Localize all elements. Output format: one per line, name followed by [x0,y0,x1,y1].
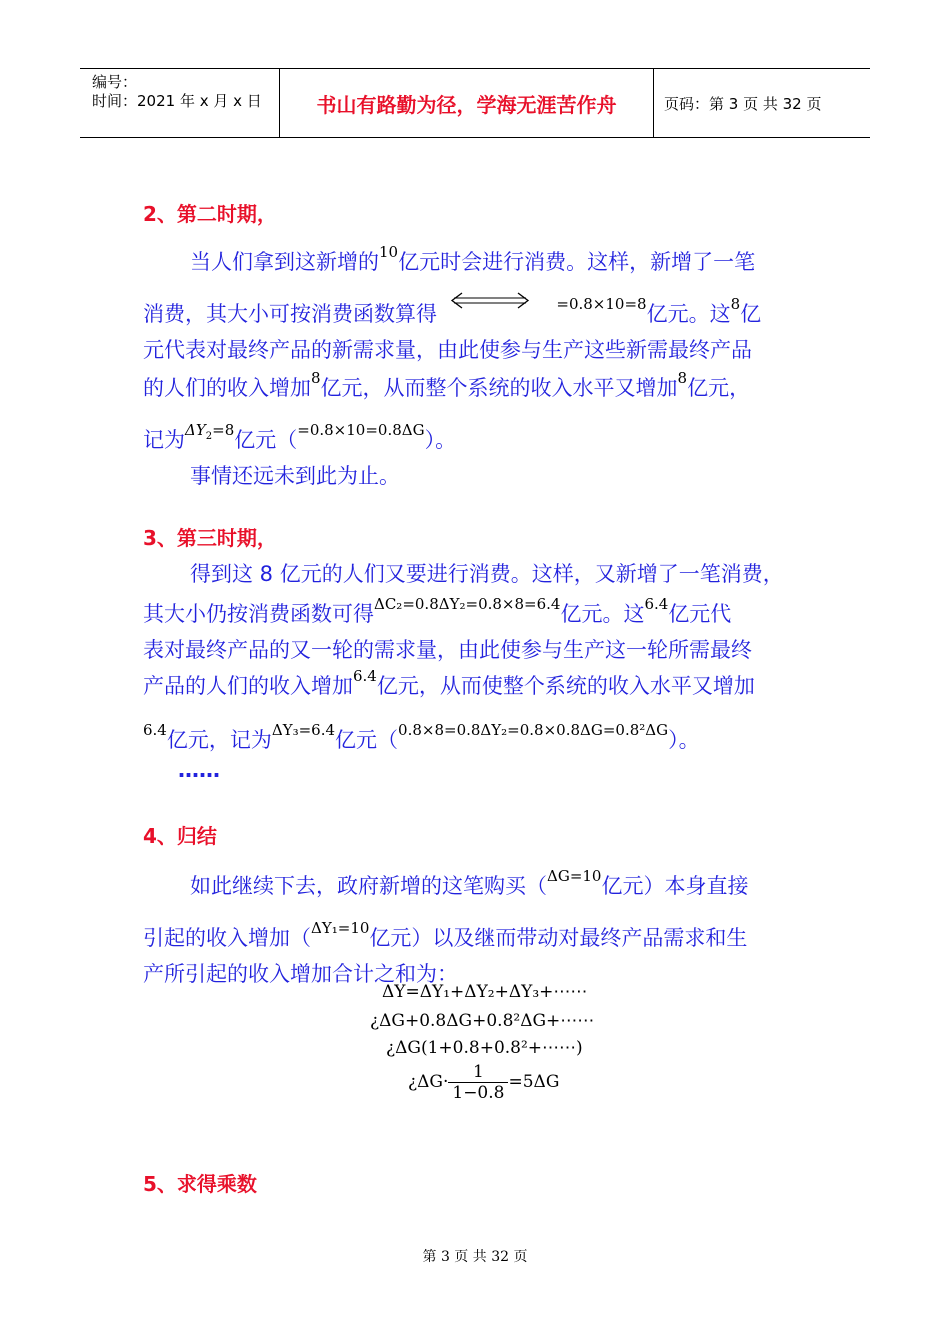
s2-line-4 [143,369,751,402]
s3-line-1: 得到这 8 亿元的人们又要进行消费。这样，又新增了一笔消费， [190,562,784,586]
text: 亿元，记为 [166,728,272,752]
text: ）。 [424,428,457,452]
s2-line-1 [190,243,756,276]
equation-1: ΔY=ΔY₁+ΔY₂+ΔY₃+⋯⋯ [382,982,588,1002]
math-number: 6.4 [143,721,167,739]
fraction-numerator: 1 [448,1062,508,1083]
math-expression: ΔG=10 [547,867,602,885]
math-number: 8 [730,295,741,313]
equation-3: ¿ΔG(1+0.8+0.8²+⋯⋯) [386,1038,583,1058]
text: ）。 [668,728,700,752]
double-arrow-icon [448,291,532,311]
math-expression: 0.8×8=0.8ΔY₂=0.8×0.8ΔG=0.8²ΔG [398,721,669,739]
text: 亿元时会进行消费。这样，新增了一笔 [398,250,756,274]
text: 亿元（ [234,428,298,452]
header-motto: 书山有路勤为径，学海无涯苦作舟 [280,69,654,137]
page-header [80,68,870,138]
s4-line-1 [190,867,749,900]
math-expression: ΔY₁=10 [311,919,370,937]
text: 产品的人们的收入增加 [143,674,353,698]
section-2-title: 2、第二时期， [143,202,277,226]
text: 引起的收入增加（ [143,926,311,950]
text: 亿元。这 [646,302,731,326]
math-delta-y2 [185,421,235,442]
text: 亿元（ [335,728,399,752]
text: 记为 [143,428,185,452]
section-4-title: 4、归结 [143,824,217,848]
s2-line-2 [143,295,762,328]
s3-ellipsis: …… [178,758,220,782]
math-value: =8 [212,421,235,439]
math-number: 6.4 [353,667,377,685]
s3-line-2 [143,595,732,628]
equation-2: ¿ΔG+0.8ΔG+0.8²ΔG+⋯⋯ [370,1011,595,1031]
text: 亿元代 [668,602,732,626]
text: 其大小仍按消费函数可得 [143,602,374,626]
s2-line-3: 元代表对最终产品的新需求量，由此使参与生产这些新需最终产品 [143,338,752,362]
text: 如此继续下去，政府新增的这笔购买（ [190,874,547,898]
section-5-title: 5、求得乘数 [143,1172,257,1196]
math-prefix: ¿ΔG· [408,1072,449,1092]
math-number: 6.4 [644,595,669,613]
text: 亿元，从而使整个系统的收入水平又增加 [376,674,755,698]
text: 亿元， [687,376,751,400]
page-footer: 第 3 页 共 32 页 [422,1249,528,1265]
s2-line-5 [143,421,457,454]
s2-line-6: 事情还远未到此为止。 [190,464,400,488]
s3-line-4 [143,667,755,700]
math-subscript: 2 [205,431,213,442]
equation-4 [408,1062,559,1103]
number-label: 编号： [92,73,138,91]
section-3-title: 3、第三时期， [143,526,277,550]
text: 当人们拿到这新增的 [190,250,379,274]
math-symbol: ΔY [185,421,206,439]
s3-line-3: 表对最终产品的又一轮的需求量，由此使参与生产这一轮所需最终 [143,638,752,662]
math-number: 10 [379,243,399,261]
text: 亿 [740,302,762,326]
text: 亿元）以及继而带动对最终产品需求和生 [369,926,748,950]
text: 的人们的收入增加 [143,376,311,400]
header-page-info: 页码：第 3 页 共 32 页 [664,94,822,113]
text: 亿元。这 [560,602,645,626]
s4-line-3: 产所引起的收入增加合计之和为： [143,962,458,986]
fraction-denominator: 1−0.8 [452,1083,505,1103]
math-expression: =0.8×10=8 [556,295,647,313]
text: 亿元，从而整个系统的收入水平又增加 [320,376,678,400]
text: 消费，其大小可按消费函数算得 [143,302,437,326]
math-number: 8 [311,369,321,387]
math-expression: ΔC₂=0.8ΔY₂=0.8×8=6.4 [374,595,561,613]
time-label: 时间：2021 年 x 月 x 日 [92,92,262,110]
header-meta [80,69,280,137]
fraction [448,1062,508,1103]
text: 亿元）本身直接 [601,874,749,898]
math-number: 8 [677,369,688,387]
math-expression: =0.8×10=0.8ΔG [297,421,425,439]
s3-line-5 [143,721,700,754]
math-expression: ΔY₃=6.4 [271,721,336,739]
math-result: =5ΔG [508,1072,560,1092]
s4-line-2 [143,919,748,952]
